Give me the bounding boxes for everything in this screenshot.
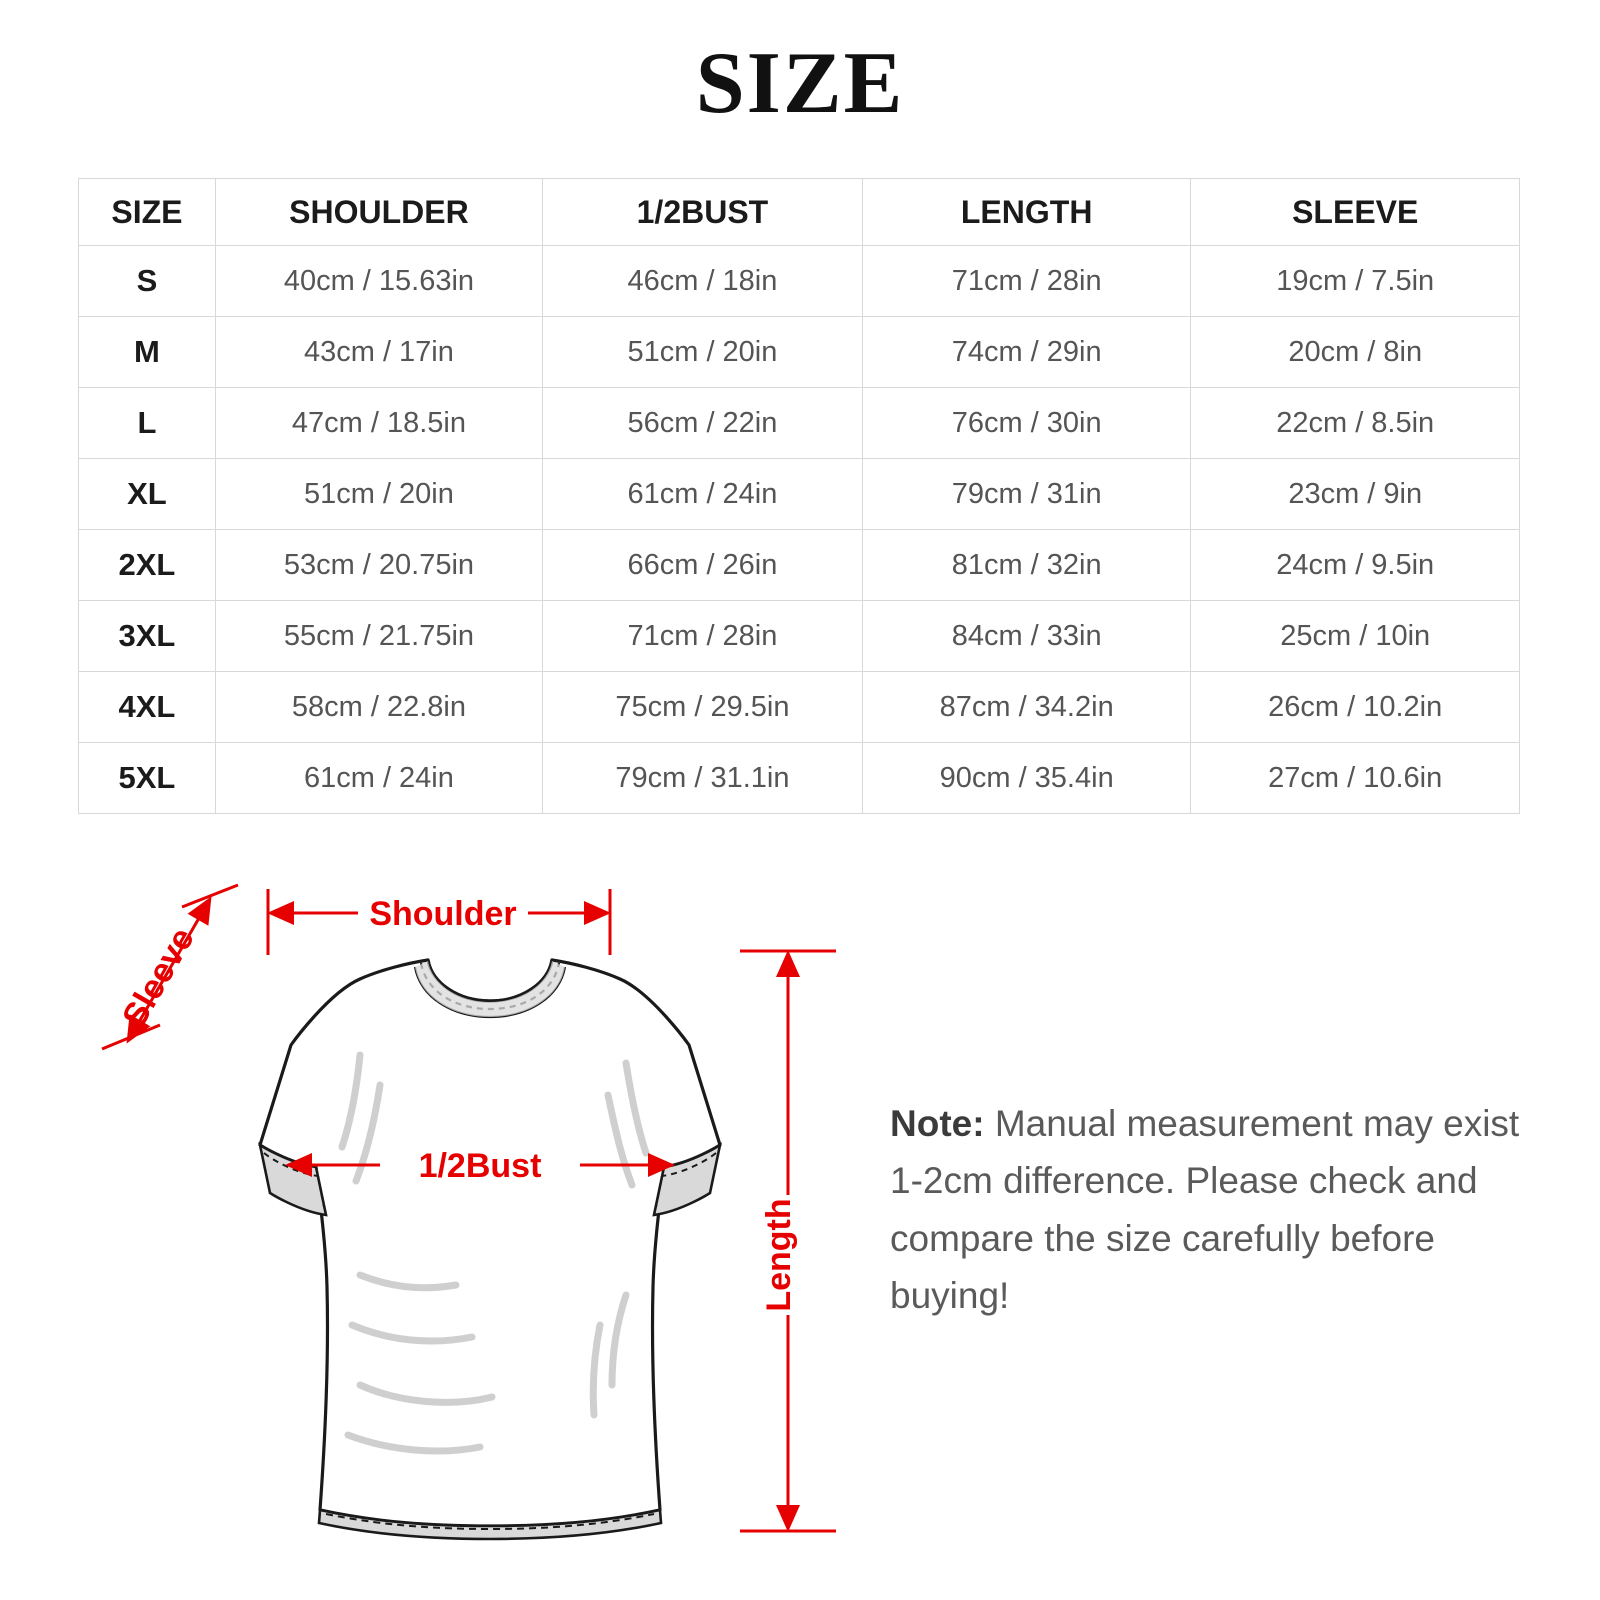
cell-length: 90cm / 35.4in: [862, 743, 1191, 814]
cell-length: 81cm / 32in: [862, 530, 1191, 601]
cell-size: 2XL: [79, 530, 216, 601]
cell-length: 76cm / 30in: [862, 388, 1191, 459]
cell-size: 5XL: [79, 743, 216, 814]
cell-shoulder: 51cm / 20in: [215, 459, 542, 530]
measurement-note: [890, 1095, 1550, 1324]
cell-sleeve: 23cm / 9in: [1191, 459, 1520, 530]
size-table-container: [78, 178, 1520, 814]
note-label: Note:: [890, 1103, 985, 1144]
table-row: [79, 601, 1520, 672]
label-length: Length: [760, 1198, 798, 1312]
column-header-length: LENGTH: [862, 179, 1191, 246]
cell-shoulder: 43cm / 17in: [215, 317, 542, 388]
cell-sleeve: 26cm / 10.2in: [1191, 672, 1520, 743]
note-text: Manual measurement may exist 1-2cm difference. Please check and compare the size carefully before buying!: [890, 1103, 1520, 1317]
cell-bust: 66cm / 26in: [542, 530, 862, 601]
cell-sleeve: 27cm / 10.6in: [1191, 743, 1520, 814]
cell-size: 3XL: [79, 601, 216, 672]
cell-sleeve: 25cm / 10in: [1191, 601, 1520, 672]
page-title: SIZE: [695, 35, 905, 132]
table-row: [79, 672, 1520, 743]
cell-bust: 61cm / 24in: [542, 459, 862, 530]
label-sleeve: Sleeve: [115, 921, 202, 1034]
label-bust: 1/2Bust: [418, 1147, 542, 1185]
column-header-sleeve: SLEEVE: [1191, 179, 1520, 246]
column-header-bust: 1/2BUST: [542, 179, 862, 246]
cell-sleeve: 20cm / 8in: [1191, 317, 1520, 388]
cell-bust: 51cm / 20in: [542, 317, 862, 388]
cell-length: 74cm / 29in: [862, 317, 1191, 388]
table-row: [79, 530, 1520, 601]
table-row: [79, 388, 1520, 459]
cell-shoulder: 47cm / 18.5in: [215, 388, 542, 459]
cell-shoulder: 58cm / 22.8in: [215, 672, 542, 743]
cell-size: L: [79, 388, 216, 459]
table-row: [79, 743, 1520, 814]
cell-bust: 71cm / 28in: [542, 601, 862, 672]
cell-sleeve: 22cm / 8.5in: [1191, 388, 1520, 459]
cell-sleeve: 24cm / 9.5in: [1191, 530, 1520, 601]
tshirt-illustration: [260, 960, 720, 1526]
size-table: [78, 178, 1520, 814]
table-row: [79, 317, 1520, 388]
cell-bust: 75cm / 29.5in: [542, 672, 862, 743]
cell-size: 4XL: [79, 672, 216, 743]
cell-sleeve: 19cm / 7.5in: [1191, 246, 1520, 317]
cell-size: XL: [79, 459, 216, 530]
cell-bust: 56cm / 22in: [542, 388, 862, 459]
cell-bust: 46cm / 18in: [542, 246, 862, 317]
tshirt-measurement-diagram: [60, 855, 850, 1555]
table-row: [79, 459, 1520, 530]
cell-length: 87cm / 34.2in: [862, 672, 1191, 743]
cell-size: S: [79, 246, 216, 317]
label-shoulder: Shoulder: [369, 895, 517, 933]
cell-length: 84cm / 33in: [862, 601, 1191, 672]
table-header-row: [79, 179, 1520, 246]
cell-shoulder: 55cm / 21.75in: [215, 601, 542, 672]
column-header-shoulder: SHOULDER: [215, 179, 542, 246]
column-header-size: SIZE: [79, 179, 216, 246]
cell-length: 79cm / 31in: [862, 459, 1191, 530]
cell-bust: 79cm / 31.1in: [542, 743, 862, 814]
table-row: [79, 246, 1520, 317]
cell-size: M: [79, 317, 216, 388]
cell-shoulder: 61cm / 24in: [215, 743, 542, 814]
cell-shoulder: 40cm / 15.63in: [215, 246, 542, 317]
cell-shoulder: 53cm / 20.75in: [215, 530, 542, 601]
cell-length: 71cm / 28in: [862, 246, 1191, 317]
